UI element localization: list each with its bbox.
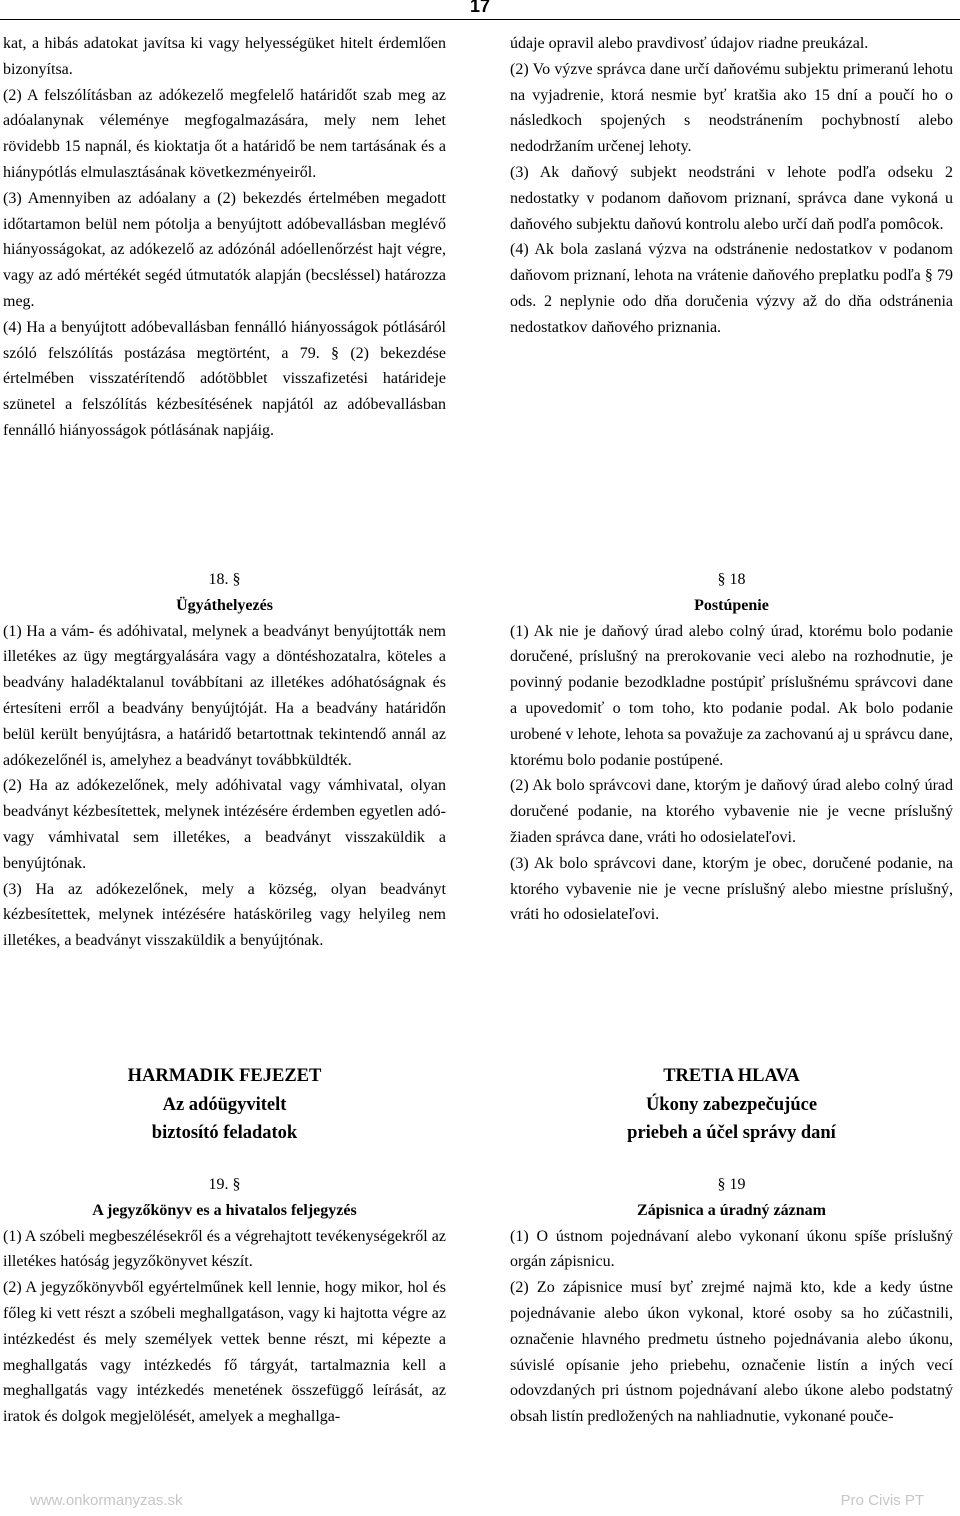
paragraph: (2) Ha az adókezelőnek, mely adóhivatal vagy vámhivatal, olyan beadványt kézbesítettek, melynek intézésére érdemben egyetlen adó- vagy vámhivatal sem illetékes, a beadványt visszaküldik a benyújtónak. xyxy=(3,777,446,872)
hu-section-19 xyxy=(3,1172,446,1430)
paragraph: (3) Ak daňový subjekt neodstráni v lehote podľa odseku 2 nedostatky v podanom daňovom priznaní, správca dane vykoná u daňového subjektu daňovú kontrolu alebo určí daň podľa pomôcok. xyxy=(510,163,953,233)
chapter-title-line: priebeh a účel správy daní xyxy=(627,1123,836,1143)
section-title: Postúpenie xyxy=(694,596,769,614)
section-number: § 18 xyxy=(717,571,746,588)
paragraph: (2) Zo zápisnice musí byť zrejmé najmä kto, kde a kedy ústne pojednávanie alebo úkon vykonal, ktoré osoby sa ho zúčastnili, označenie hlavného predmetu ústneho pojednávania alebo úkonu, súvislé opísanie jeho priebehu, označenie listín a iných vecí odovzdaných pri ústnom pojednávaní alebo úkone alebo podstatný obsah listín predložených na nahliadnutie, vykonané pouče- xyxy=(510,1279,953,1426)
paragraph: (3) Ha az adókezelőnek, mely a község, olyan beadványt kézbesítettek, melynek intézésére hatáskörileg vagy helyileg nem illetékes, a beadványt visszaküldik a benyújtónak. xyxy=(3,880,446,950)
sk-top-section xyxy=(510,31,953,341)
paragraph: (1) Ak nie je daňový úrad alebo colný úrad, ktorému bolo podanie doručené, príslušný na prerokovanie veci alebo na rozhodnutie, je povinný podanie bezodkladne postúpiť príslušnému správcovi dane a upovedomiť o tom toho, kto podanie podal. Ak bolo podanie urobené v lehote, lehota sa považuje za zachovanú aj u správcu dane, ktorému bolo podanie postúpené. xyxy=(510,622,953,769)
paragraph: (1) O ústnom pojednávaní alebo vykonaní úkonu spíše príslušný orgán zápisnicu. xyxy=(510,1227,953,1271)
chapter-number: HARMADIK FEJEZET xyxy=(127,1066,322,1086)
section-number: § 19 xyxy=(717,1176,746,1193)
hu-top-section xyxy=(3,31,446,444)
section-title: A jegyzőkönyv es a hivatalos feljegyzés xyxy=(92,1201,357,1219)
page-number: 17 xyxy=(469,0,491,16)
footer-publisher: Pro Civis PT xyxy=(840,1492,924,1509)
section-number: 18. § xyxy=(208,571,241,588)
hu-section-18 xyxy=(3,567,446,954)
chapter-number: TRETIA HLAVA xyxy=(663,1066,800,1086)
page-header xyxy=(0,0,960,22)
chapter-title-line: Az adóügyvitelt xyxy=(162,1094,287,1115)
section-title: Ügyáthelyezés xyxy=(176,596,273,614)
paragraph: (2) A felszólításban az adókezelő megfelelő határidőt szab meg az adóalanynak véleménye megfogalmazására, mely nem lehet rövidebb 15 napnál, és kioktatja őt a határidő be nem tartásának és a hiánypótlás elmulasztásának következményeiről. xyxy=(3,86,446,181)
paragraph: (1) Ha a vám- és adóhivatal, melynek a beadványt benyújtották nem illetékes az ügy megtárgyalására vagy a döntéshozatalra, köteles a beadvány haladéktalanul továbbítani az illetékes adóhatóságnak és értesíteni erről a beadvány benyújtóját. Ha a beadvány határidőn belül került benyújtásra, a határidő betartottnak tekintendő annál az adókezelőnél is, amelyhez a beadványt továbbküldték. xyxy=(3,622,446,769)
paragraph: (3) Ak bolo správcovi dane, ktorým je obec, doručené podanie, na ktorého vybavenie nie je vecne príslušný alebo miestne príslušný, vráti ho odosielateľovi. xyxy=(510,854,953,924)
paragraph: (2) A jegyzőkönyvből egyértelműnek kell lennie, hogy mikor, hol és főleg ki vett részt a szóbeli meghallgatáson, vagy ki hajtotta végre az intézkedést és mely személyek vettek benne részt, mi képezte a meghallgatás vagy intézkedés fő tárgyát, tartalmaznia kell a meghallgatás vagy intézkedés menetének összefüggő leírását, az iratok és dolgok megjelölését, amelyek a meghallga- xyxy=(3,1279,446,1426)
hu-chapter-heading xyxy=(3,1062,446,1148)
sk-chapter-heading xyxy=(510,1062,953,1148)
paragraph: (4) Ha a benyújtott adóbevallásban fennálló hiányosságok pótlásáról szóló felszólítás postázása megtörtént, a 79. § (2) bekezdése értelmében visszatérítendő adótöbblet visszafizetési határideje szünetel a felszólítás kézbesítésének napjától az adóbevallásban fennálló hiányosságok pótlásának napjáig. xyxy=(3,318,446,439)
paragraph: (2) Ak bolo správcovi dane, ktorým je daňový úrad alebo colný úrad doručené podanie, na ktorého vybavenie nie je vecne príslušný žiaden správca dane, vráti ho odosielateľovi. xyxy=(510,777,953,846)
chapter-title-line: biztosító feladatok xyxy=(151,1123,298,1143)
paragraph: kat, a hibás adatokat javítsa ki vagy helyességüket hitelt érdemlően bizonyítsa. xyxy=(3,35,446,78)
sk-section-19 xyxy=(510,1172,953,1430)
sk-section-18 xyxy=(510,567,953,928)
footer-website: www.onkormanyzas.sk xyxy=(30,1492,183,1509)
paragraph: (4) Ak bola zaslaná výzva na odstránenie nedostatkov v podanom daňovom priznaní, lehota na vrátenie daňového preplatku podľa § 79 ods. 2 neplynie odo dňa doručenia výzvy až do dňa odstránenia nedostatkov daňového priznania. xyxy=(510,241,953,336)
paragraph: (2) Vo výzve správca dane určí daňovému subjektu primeranú lehotu na vyjadrenie, ktorá nesmie byť kratšia ako 15 dní a poučí ho o následkoch spojených s neodstránením pochybností alebo nedodržaním určenej lehoty. xyxy=(510,60,953,156)
section-number: 19. § xyxy=(208,1176,241,1193)
section-title: Zápisnica a úradný záznam xyxy=(637,1201,826,1219)
paragraph: údaje opravil alebo pravdivosť údajov riadne preukázal. xyxy=(510,35,869,52)
paragraph: (1) A szóbeli megbeszélésekről és a végrehajtott tevékenységekről az illetékes hatóság jegyzőkönyvet készít. xyxy=(3,1227,446,1271)
paragraph: (3) Amennyiben az adóalany a (2) bekezdés értelmében megadott időtartamon belül nem pótolja a benyújtott adóbevallásban meglévő hiányosságokat, az adókezelő az adózónál adóellenőrzést hajt végre, vagy az adó mértékét segéd útmutatók alapján (becsléssel) határozza meg. xyxy=(3,189,446,310)
chapter-title-line: Úkony zabezpečujúce xyxy=(645,1094,818,1115)
header-rule xyxy=(0,19,960,20)
